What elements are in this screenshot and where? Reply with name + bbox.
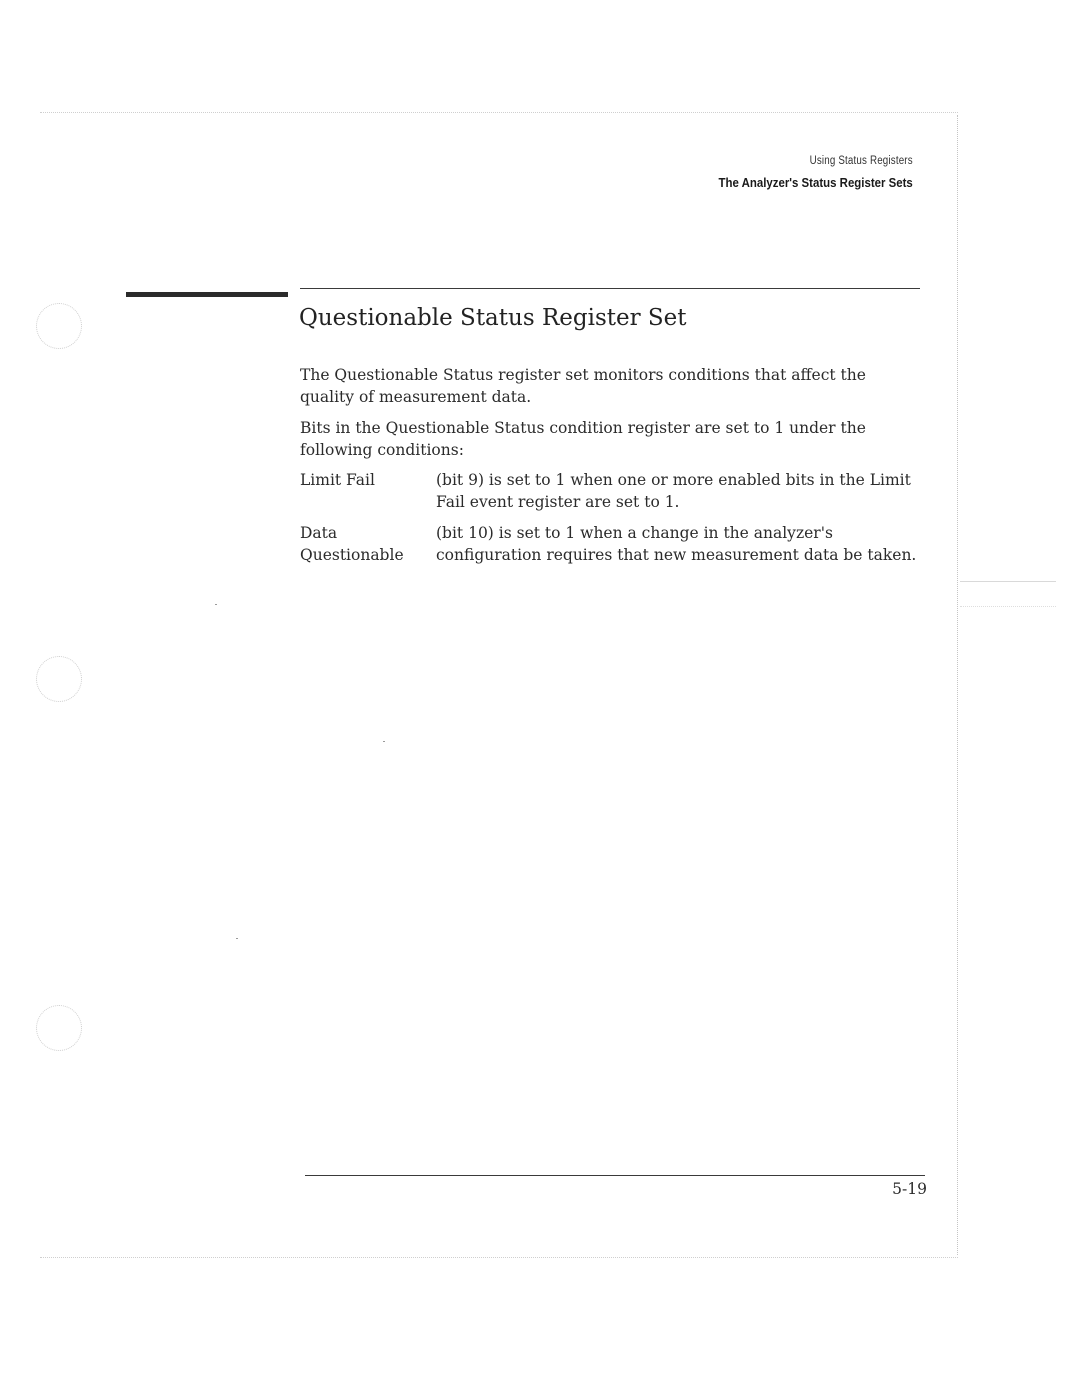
scan-speck bbox=[383, 741, 385, 742]
running-header-subsection: The Analyzer's Status Register Sets bbox=[718, 175, 913, 190]
running-header bbox=[692, 155, 913, 190]
condition-description: (bit 9) is set to 1 when one or more enabled bits in the Limit Fail event register are set to 1. bbox=[436, 471, 911, 511]
title-rule bbox=[300, 288, 920, 289]
punch-hole bbox=[36, 656, 82, 702]
scan-edge-bottom bbox=[40, 1257, 958, 1258]
running-header-section: Using Status Registers bbox=[809, 155, 913, 167]
punch-hole bbox=[36, 1005, 82, 1051]
footer-rule bbox=[305, 1175, 925, 1176]
scan-tab-line bbox=[960, 581, 1056, 582]
page-number: 5-19 bbox=[892, 1180, 927, 1198]
condition-description: (bit 10) is set to 1 when a change in the analyzer's configuration requires that new measurement data be taken. bbox=[436, 524, 917, 564]
condition-term: Data Questionable bbox=[300, 524, 404, 564]
punch-hole bbox=[36, 303, 82, 349]
title-accent-bar bbox=[126, 292, 288, 297]
scan-edge-top bbox=[40, 112, 958, 113]
scan-speck bbox=[236, 938, 238, 939]
body-paragraph: The Questionable Status register set monitors conditions that affect the quality of measurement data. bbox=[300, 366, 866, 406]
scan-edge-right bbox=[957, 115, 958, 1255]
scan-speck bbox=[215, 604, 217, 605]
body-paragraph: Bits in the Questionable Status condition register are set to 1 under the following conditions: bbox=[300, 419, 866, 459]
condition-term: Limit Fail bbox=[300, 471, 375, 489]
scan-tab-line bbox=[960, 606, 1056, 607]
page-title: Questionable Status Register Set bbox=[299, 305, 687, 331]
